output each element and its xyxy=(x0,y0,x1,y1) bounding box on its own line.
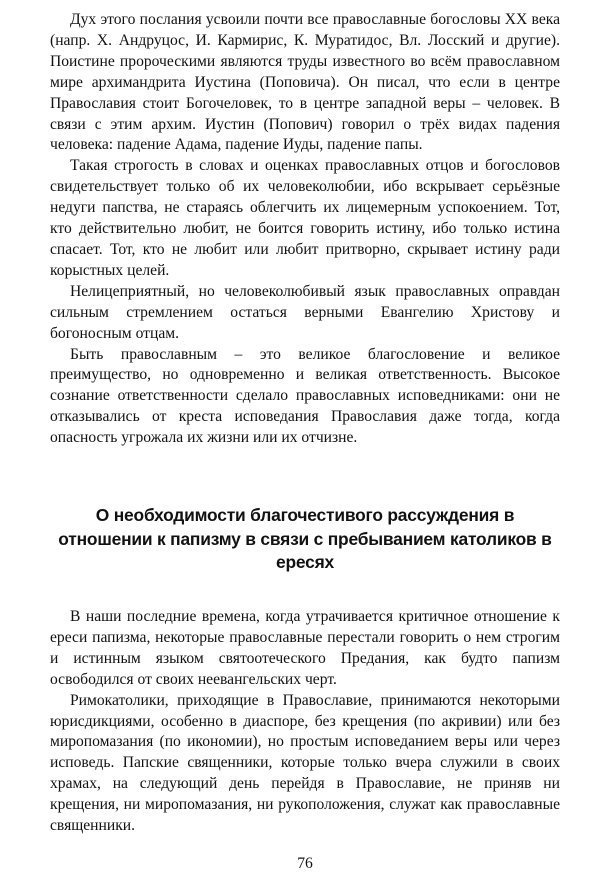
paragraph: Римокатолики, приходящие в Православие, принимаются некоторыми юрисдикциями, особенно в диаспоре, без крещения (по акривии) или без миропомазания (по икономии), но простым исповеданием веры или через исповедь. Папские священники, которые только вчера служили в своих храмах, на следующий день перейдя в Православие, не приняв ни крещения, ни миропомазания, ни рукоположения, служат как православные священники. xyxy=(50,691,560,835)
paragraph: Нелицеприятный, но человеколюбивый язык православных оправдан сильным стремлением остаться верными Евангелию Христову и богоносным отцам. xyxy=(50,282,560,342)
body-text-bottom xyxy=(50,607,560,837)
paragraph: Дух этого послания усвоили почти все православные богословы XX века (напр. X. Андруцос, И. Кармирис, К. Муратидос, Вл. Лосский и другие). Поистине пророческими являются труды известного во всём православном мире архимандрита Иустина (Поповича). Он писал, что если в центре Православия стоит Богочеловек, то в центре западной веры – человек. В связи с этим архим. Иустин (Попович) говорил о трёх видах падения человека: падение Адама, падение Иуды, падение папы. xyxy=(50,11,560,154)
book-page xyxy=(50,10,560,875)
paragraph: В наши последние времена, когда утрачивается критичное отношение к ереси папизма, некоторые православные перестали говорить о нем строгим и истинным языком святоотеческого Предания, как будто папизм освободился от своих неевангельских черт. xyxy=(50,608,560,688)
paragraph: Такая строгость в словах и оценках православных отцов и богословов свидетельствует только об их человеколюбии, ибо вскрывает серьёзные недуги папства, не стараясь облегчить их лицемерным успокоением. Тот, кто действительно любит, не боится говорить истину, ибо только истина спасает. Тот, кто не любит или любит притворно, скрывает истину ради корыстных целей. xyxy=(50,157,560,279)
page-number: 76 xyxy=(297,855,313,872)
paragraph: Быть православным – это великое благословение и великое преимущество, но одновременно и великая ответственность. Высокое сознание ответственности сделало православных исповедниками: они не отказывались от креста исповедания Православия даже тогда, когда опасность угрожала их жизни или их отчизне. xyxy=(50,345,560,447)
section-heading: О необходимости благочестивого рассуждения в отношении к папизму в связи с пребыванием католиков в ересях xyxy=(58,505,552,572)
body-text-top xyxy=(50,10,560,449)
